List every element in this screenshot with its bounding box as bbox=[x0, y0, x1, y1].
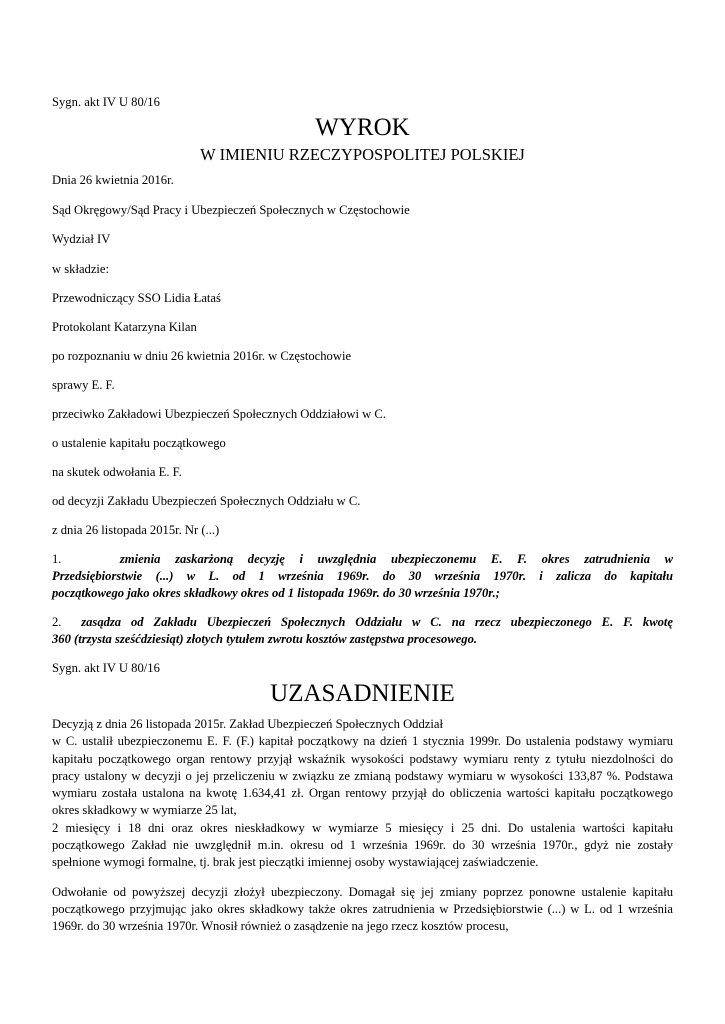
justification-p1-line-7: 2 miesięcy i 18 dni oraz okres nieskładkowy w wymiarze 5 miesięcy i 25 dni. Do ustalenia wartości kapitału bbox=[52, 821, 673, 835]
justification-p2-line-1: Odwołanie od powyższej decyzji złożył ubezpieczony. Domagał się jej zmiany poprzez ponowne ustalenie kapitału bbox=[52, 885, 673, 899]
judgment-title: WYROK bbox=[315, 114, 410, 141]
ruling-1-text-1: zmienia zaskarżoną decyzję i uwzględnia ubezpieczonemu E. F. okres zatrudnienia w bbox=[119, 552, 674, 566]
justification-p1-line-1: Decyzją z dnia 26 listopada 2015r. Zakład Ubezpieczeń Społecznych Oddział bbox=[52, 717, 443, 731]
ruling-2-text-1: zasądza od Zakładu Ubezpieczeń Społecznych Oddziału w C. na rzecz ubezpieczonego E. F. kwotę bbox=[81, 615, 673, 629]
hearing-info: po rozpoznaniu w dniu 26 kwietnia 2016r. w Częstochowie bbox=[52, 349, 352, 363]
ruling-1-number: 1. bbox=[52, 552, 62, 566]
justification-p1-line-5: wymiaru została ustalona na kwotę 1.634,41 zł. Organ rentowy przyjął do obliczenia wartości kapitału początkowego bbox=[52, 786, 673, 800]
justification-p1-line-2: w C. ustalił ubezpieczonemu E. F. (F.) kapitał początkowy na dzień 1 stycznia 1999r. Do ustalenia podstawy wymiaru bbox=[52, 734, 673, 748]
ruling-1-line-3: początkowego jako okres składkowy okres od 1 listopada 1969r. do 30 września 1970r.; bbox=[52, 586, 500, 600]
court-clerk: Protokolant Katarzyna Kilan bbox=[52, 320, 197, 334]
judgment-subtitle: W IMIENIU RZECZYPOSPOLITEJ POLSKIEJ bbox=[200, 145, 525, 164]
ruling-1-line-1 bbox=[52, 551, 673, 567]
ruling-2-line-2: 360 (trzysta sześćdziesiąt) złotych tytułem zwrotu kosztów zastępstwa procesowego. bbox=[52, 632, 478, 646]
justification-p1-line-3: kapitału początkowego organ rentowy przyjął wskaźnik wysokości podstawy wymiaru renty z tytułu niezdolności do bbox=[52, 752, 673, 766]
ruling-2-line-1 bbox=[52, 614, 673, 630]
justification-p1-line-9: spełnione wymogi formalne, tj. brak jest pieczątki imiennej osoby wystawiającej zaświadczenie. bbox=[52, 855, 539, 869]
ruling-1-line-2: Przedsiębiorstwie (...) w L. od 1 września 1969r. do 30 września 1970r. i zalicza do kapitału bbox=[52, 569, 673, 583]
ruling-2-number: 2. bbox=[52, 615, 62, 629]
presiding-judge: Przewodniczący SSO Lidia Łataś bbox=[52, 291, 221, 305]
judgment-date: Dnia 26 kwietnia 2016r. bbox=[52, 173, 174, 187]
court-name: Sąd Okręgowy/Sąd Pracy i Ubezpieczeń Społecznych w Częstochowie bbox=[52, 203, 410, 217]
opposing-party: przeciwko Zakładowi Ubezpieczeń Społecznych Oddziałowi w C. bbox=[52, 407, 386, 421]
composition-label: w składzie: bbox=[52, 262, 110, 276]
justification-p2-line-2: początkowego przyjmując jako okres składkowy także okres zatrudnienia w Przedsiębiorstwie (...) w L. od 1 września bbox=[52, 902, 673, 916]
decision-source: od decyzji Zakładu Ubezpieczeń Społecznych Oddziału w C. bbox=[52, 494, 361, 508]
case-party: sprawy E. F. bbox=[52, 378, 115, 392]
justification-p2-line-3: 1969r. do 30 września 1970r. Wnosił również o zasądzenie na jego rzecz kosztów procesu, bbox=[52, 919, 509, 933]
case-signature-bottom: Sygn. akt IV U 80/16 bbox=[52, 661, 160, 675]
decision-date: z dnia 26 listopada 2015r. Nr (...) bbox=[52, 523, 220, 537]
justification-p1-line-8: początkowego Zakład nie uwzględnił m.in. okresu od 1 września 1969r. do 30 września 1970r., gdyż nie zostały bbox=[52, 838, 673, 852]
justification-p1-line-6: okres składkowy w wymiarze 25 lat, bbox=[52, 803, 237, 817]
appeal-info: na skutek odwołania E. F. bbox=[52, 465, 182, 479]
court-division: Wydział IV bbox=[52, 232, 111, 246]
justification-title: UZASADNIENIE bbox=[270, 680, 455, 707]
justification-p1-line-4: pracy ustalony w decyzji o jej przeliczeniu w związku ze zmianą podstawy wymiaru w wysokości 133,87 %. Podstawa bbox=[52, 769, 673, 783]
case-subject: o ustalenie kapitału początkowego bbox=[52, 436, 226, 450]
case-signature-top: Sygn. akt IV U 80/16 bbox=[52, 95, 160, 109]
